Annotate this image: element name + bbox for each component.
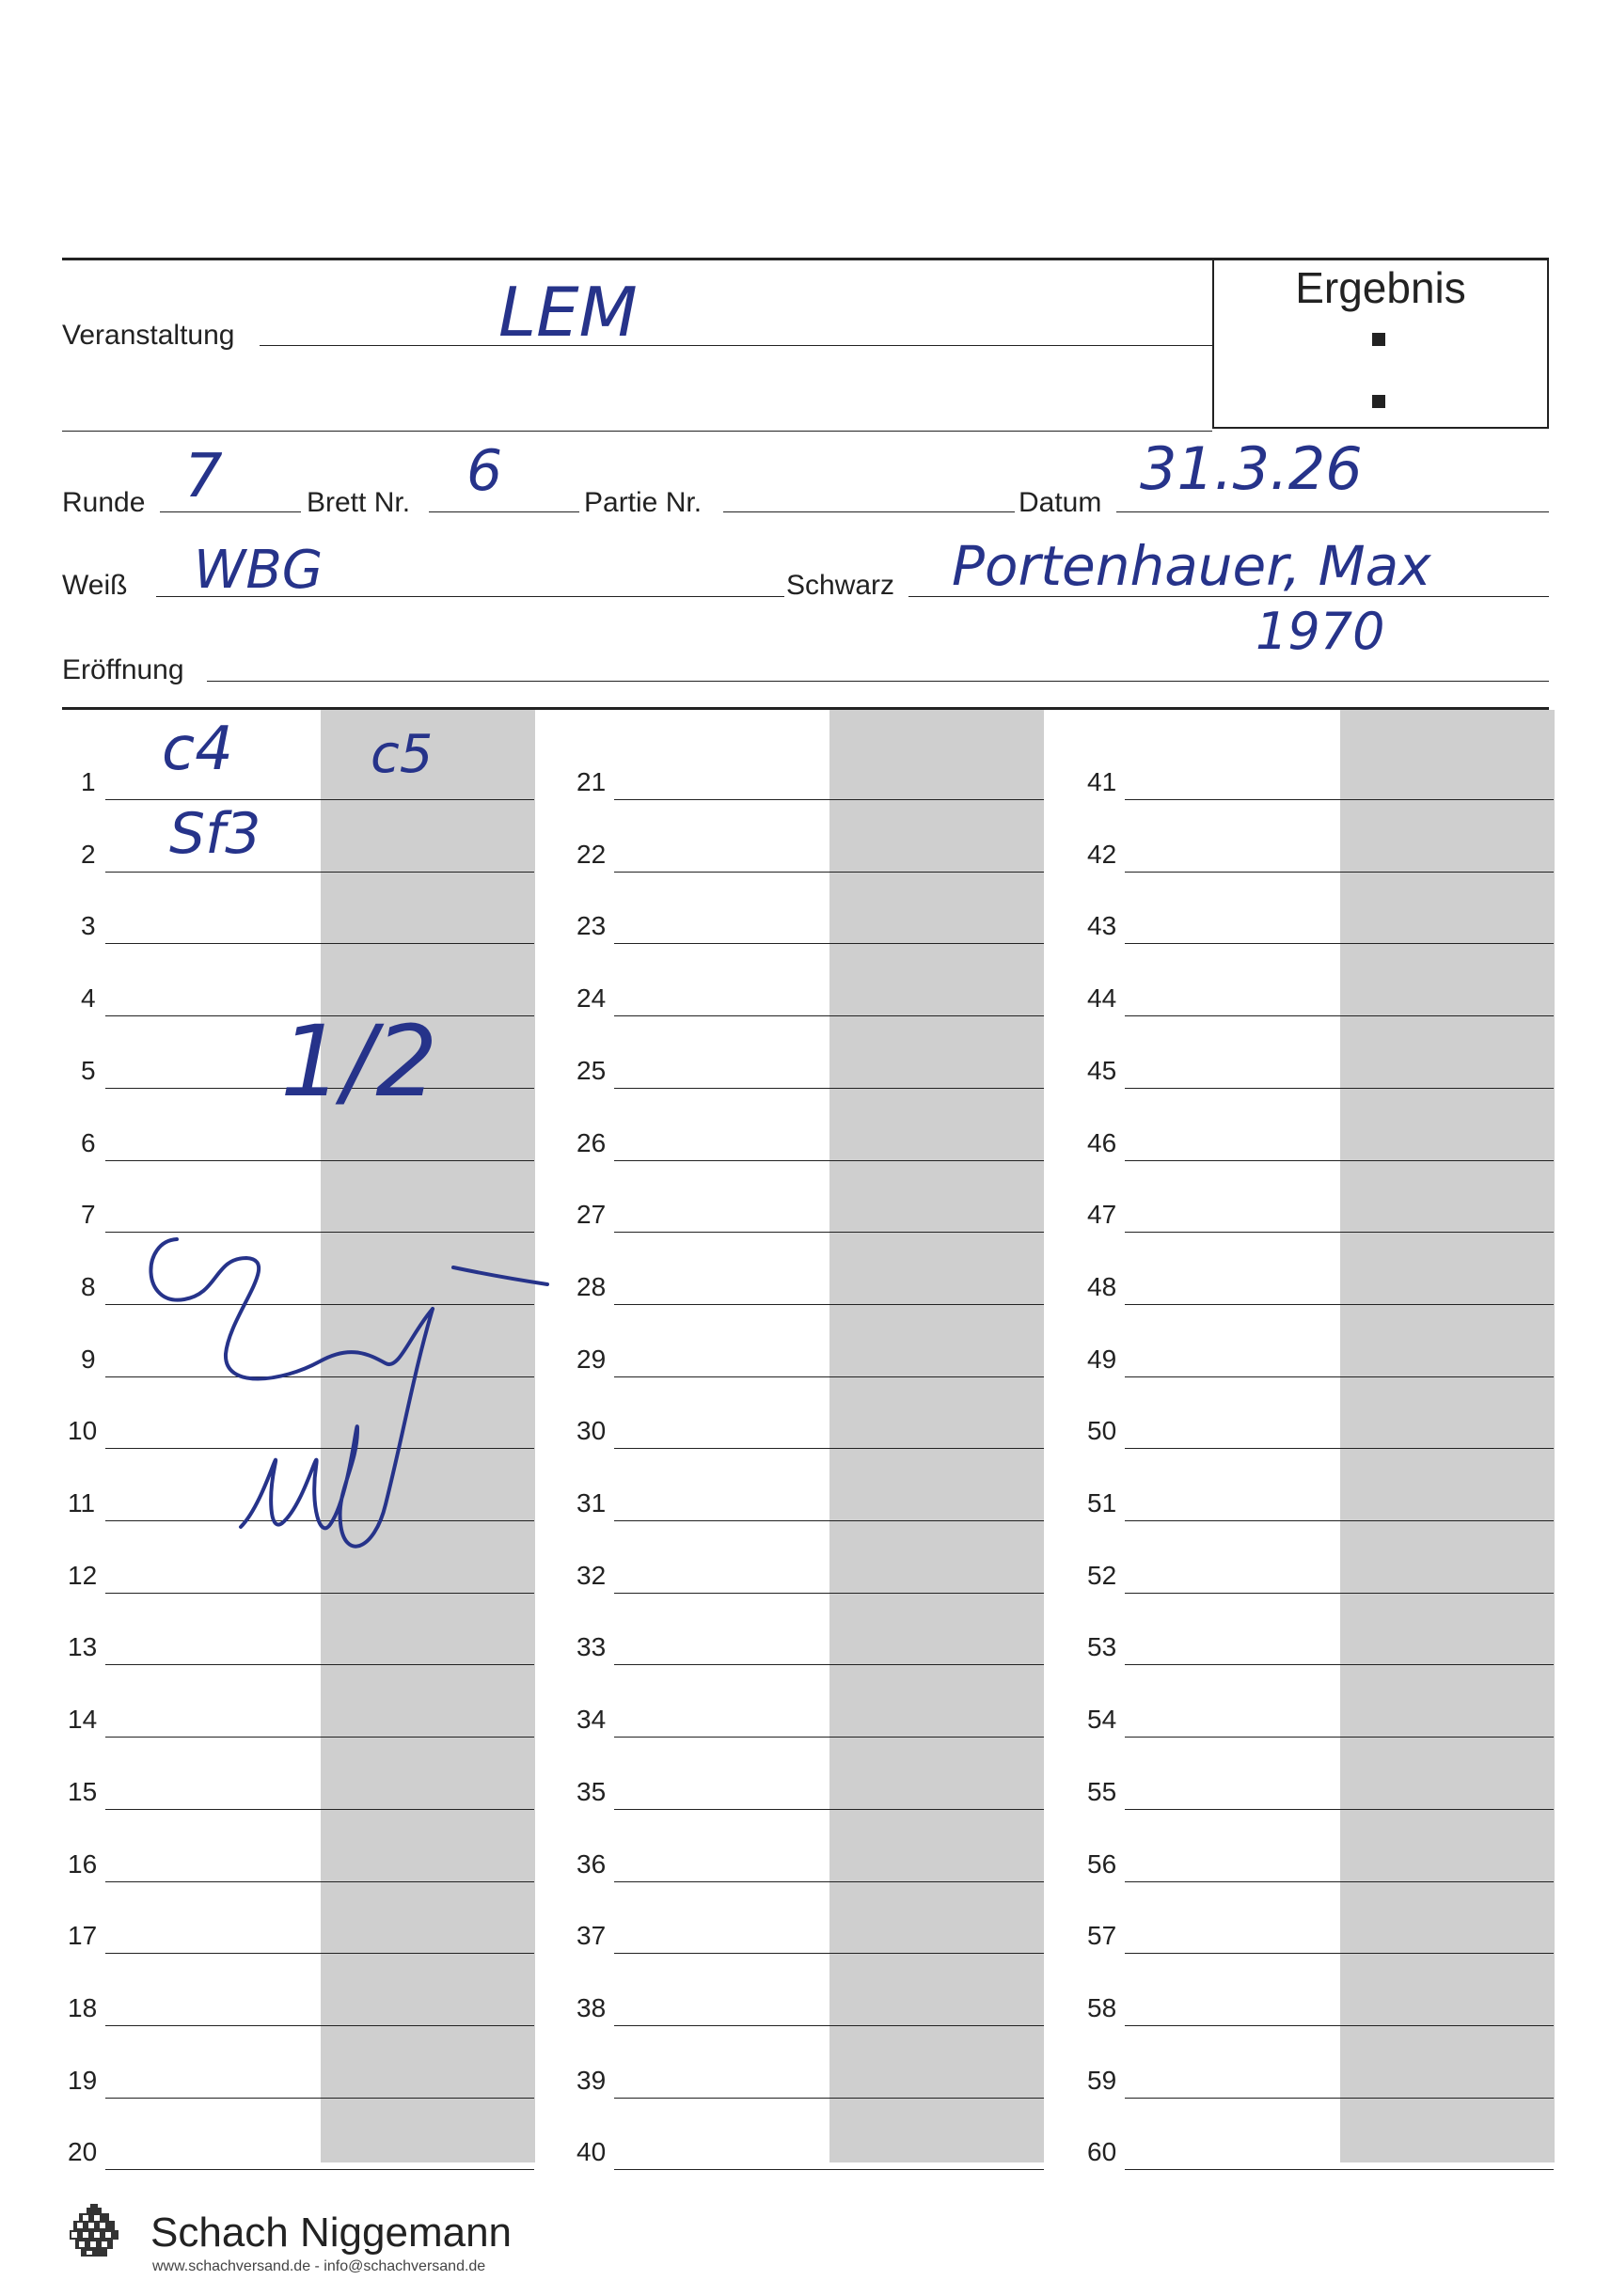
move-entry-line (1125, 1304, 1554, 1305)
move-number: 26 (576, 1127, 607, 1157)
schwarz-value: Portenhauer, Max (952, 534, 1431, 598)
move-entry-line (614, 2025, 1044, 2026)
partie-label: Partie Nr. (584, 487, 703, 518)
move-entry-line (614, 1160, 1044, 1161)
move-entry-line (1125, 872, 1554, 873)
move-entry-line (1125, 1809, 1554, 1810)
move-entry-line (614, 2098, 1044, 2099)
move-entry-line (1125, 2169, 1554, 2170)
move-entry-line (105, 2025, 534, 2026)
move-entry-line (1125, 1737, 1554, 1738)
move-entry-line (105, 1881, 534, 1882)
move-entry-line (105, 2098, 534, 2099)
move-number: 8 (81, 1271, 96, 1301)
brand-web: www.schachversand.de - info@schachversand.de (152, 2258, 486, 2274)
move-entry-line (614, 943, 1044, 944)
move-number: 53 (1087, 1632, 1117, 1662)
move-number: 39 (576, 2065, 607, 2095)
weiss-label: Weiß (62, 570, 128, 601)
runde-value: 7 (184, 442, 223, 511)
veranstaltung-label: Veranstaltung (62, 320, 235, 351)
result-slot-black (1372, 395, 1385, 408)
move-number: 48 (1087, 1271, 1117, 1301)
move-number: 57 (1087, 1921, 1117, 1951)
move-number: 24 (576, 983, 607, 1014)
move-number: 60 (1087, 2137, 1117, 2167)
move-entry-line (1125, 2025, 1554, 2026)
moves-top-rule (62, 707, 1549, 710)
header-top-rule (62, 258, 1212, 260)
move-number: 46 (1087, 1127, 1117, 1157)
move-column-shade (1340, 710, 1555, 2162)
move-number: 38 (576, 1992, 607, 2022)
veranstaltung-value: LEM (498, 273, 638, 352)
datum-label: Datum (1019, 487, 1102, 518)
move-entry-line (614, 2169, 1044, 2170)
move-entry-line (1125, 2098, 1554, 2099)
move-column-shade (829, 710, 1044, 2162)
partie-line (723, 511, 1015, 512)
move-number: 7 (81, 1200, 96, 1230)
move-number: 50 (1087, 1416, 1117, 1446)
move-entry-line (614, 872, 1044, 873)
move-entry-line (614, 1737, 1044, 1738)
schwarz-label: Schwarz (786, 570, 895, 601)
result-slot-white (1372, 333, 1385, 346)
move-number: 43 (1087, 911, 1117, 941)
move-number: 25 (576, 1055, 607, 1085)
eroeffnung-label: Eröffnung (62, 654, 184, 685)
move-number: 29 (576, 1344, 607, 1374)
move-number: 5 (81, 1055, 96, 1085)
veranstaltung-line (260, 345, 1212, 346)
move-number: 41 (1087, 767, 1117, 796)
move-number: 21 (576, 767, 607, 796)
move-entry-line (1125, 1232, 1554, 1233)
move-entry-line (105, 1593, 534, 1594)
move-number: 13 (68, 1632, 98, 1662)
move-number: 35 (576, 1776, 607, 1806)
move-entry-line (614, 1304, 1044, 1305)
move-number: 52 (1087, 1560, 1117, 1590)
move-entry-line (105, 1448, 534, 1449)
move-number: 15 (68, 1776, 98, 1806)
move-entry-line (105, 2169, 534, 2170)
move-entry-line (105, 1304, 534, 1305)
move-number: 58 (1087, 1992, 1117, 2022)
move-2-white: Sf3 (169, 801, 261, 867)
move-number: 51 (1087, 1488, 1117, 1518)
move-entry-line (1125, 1448, 1554, 1449)
move-number: 32 (576, 1560, 607, 1590)
move-entry-line (614, 1376, 1044, 1377)
weiss-value: WBG (194, 540, 324, 601)
move-entry-line (105, 1737, 534, 1738)
move-number: 16 (68, 1848, 98, 1879)
move-number: 22 (576, 839, 607, 869)
move-entry-line (1125, 1376, 1554, 1377)
move-entry-line (105, 799, 534, 800)
move-entry-line (105, 1664, 534, 1665)
eroeffnung-line (207, 681, 1549, 682)
datum-value: 31.3.26 (1140, 434, 1363, 503)
move-number: 45 (1087, 1055, 1117, 1085)
move-column-shade (321, 710, 535, 2162)
move-entry-line (1125, 1664, 1554, 1665)
move-number: 14 (68, 1705, 98, 1735)
move-number: 44 (1087, 983, 1117, 1014)
move-entry-line (1125, 1088, 1554, 1089)
brett-label: Brett Nr. (307, 487, 411, 518)
move-entry-line (1125, 1015, 1554, 1016)
move-number: 49 (1087, 1344, 1117, 1374)
move-entry-line (614, 1015, 1044, 1016)
move-entry-line (614, 1088, 1044, 1089)
move-entry-line (105, 1520, 534, 1521)
move-number: 59 (1087, 2065, 1117, 2095)
move-entry-line (614, 1232, 1044, 1233)
event-bottom-rule (62, 431, 1212, 432)
result-annotation: 1/2 (280, 1004, 438, 1119)
move-number: 11 (68, 1488, 96, 1518)
move-number: 6 (81, 1127, 96, 1157)
move-entry-line (614, 1881, 1044, 1882)
move-number: 34 (576, 1705, 607, 1735)
move-entry-line (1125, 1520, 1554, 1521)
move-number: 31 (576, 1488, 607, 1518)
move-entry-line (105, 943, 534, 944)
move-entry-line (105, 1232, 534, 1233)
move-entry-line (1125, 1953, 1554, 1954)
move-entry-line (105, 1376, 534, 1377)
move-number: 10 (68, 1416, 98, 1446)
move-number: 40 (576, 2137, 607, 2167)
move-number: 36 (576, 1848, 607, 1879)
datum-line (1116, 511, 1549, 512)
runde-label: Runde (62, 487, 146, 518)
move-entry-line (1125, 1881, 1554, 1882)
move-number: 9 (81, 1344, 96, 1374)
move-number: 55 (1087, 1776, 1117, 1806)
move-number: 1 (81, 767, 96, 796)
move-number: 12 (68, 1560, 98, 1590)
move-number: 28 (576, 1271, 607, 1301)
move-entry-line (105, 1953, 534, 1954)
move-number: 3 (81, 911, 96, 941)
move-number: 23 (576, 911, 607, 941)
move-entry-line (1125, 1160, 1554, 1161)
move-number: 47 (1087, 1200, 1117, 1230)
move-number: 27 (576, 1200, 607, 1230)
ergebnis-box (1212, 258, 1549, 429)
schwarz-extra-value: 1970 (1256, 602, 1385, 661)
brett-line (429, 511, 579, 512)
runde-line (160, 511, 301, 512)
move-number: 54 (1087, 1705, 1117, 1735)
move-number: 37 (576, 1921, 607, 1951)
move-number: 20 (68, 2137, 98, 2167)
move-entry-line (614, 1809, 1044, 1810)
move-entry-line (614, 1520, 1044, 1521)
move-number: 19 (68, 2065, 98, 2095)
move-entry-line (614, 1448, 1044, 1449)
move-number: 17 (68, 1921, 98, 1951)
move-entry-line (105, 872, 534, 873)
move-entry-line (614, 1664, 1044, 1665)
ergebnis-title: Ergebnis (1295, 263, 1466, 312)
move-entry-line (614, 1953, 1044, 1954)
move-entry-line (614, 799, 1044, 800)
move-number: 33 (576, 1632, 607, 1662)
move-entry-line (614, 1593, 1044, 1594)
move-entry-line (105, 1809, 534, 1810)
move-number: 42 (1087, 839, 1117, 869)
move-1-black: c5 (371, 724, 434, 785)
move-1-white: c4 (162, 715, 233, 784)
brand-name: Schach Niggemann (150, 2210, 513, 2256)
brett-value: 6 (466, 438, 503, 504)
move-number: 30 (576, 1416, 607, 1446)
move-entry-line (1125, 799, 1554, 800)
move-entry-line (105, 1160, 534, 1161)
move-number: 56 (1087, 1848, 1117, 1879)
move-number: 2 (81, 839, 96, 869)
move-number: 18 (68, 1992, 98, 2022)
chess-king-logo-icon (66, 2202, 122, 2258)
move-number: 4 (81, 983, 96, 1014)
move-entry-line (1125, 1593, 1554, 1594)
move-entry-line (1125, 943, 1554, 944)
